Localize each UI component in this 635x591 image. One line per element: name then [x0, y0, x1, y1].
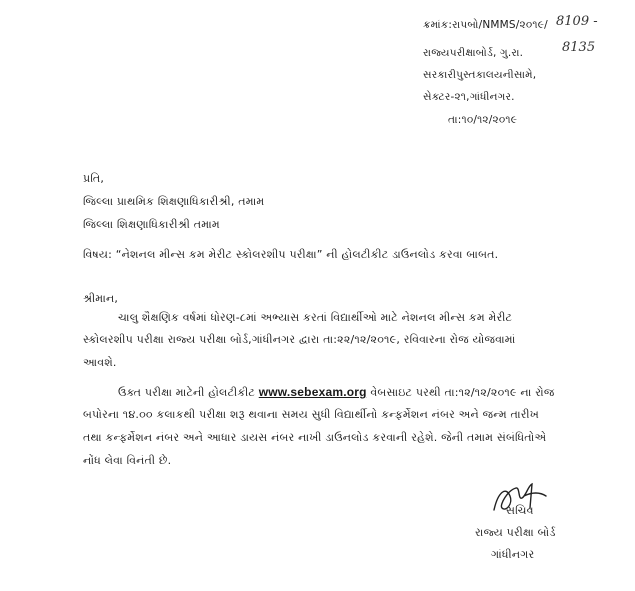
letter-date: તા:૧૦/૧૨/૨૦૧૯ — [448, 114, 518, 126]
para1-line2: સ્કોલરશીપ પરીક્ષા રાજ્ય પરીક્ષા બોર્ડ,ગાંધીનગર દ્વારા તા:૨૨/૧૨/૨૦૧૯, રવિવારના રોજ યોજવામાં — [83, 333, 516, 346]
para2-line1 — [118, 385, 554, 400]
para2-line1-pre: ઉક્ત પરીક્ષા માટેની હોલટીકીટ — [118, 386, 259, 399]
website-link[interactable]: www.sebexam.org — [258, 385, 367, 399]
recipient-line2: જિલ્લા શિક્ષણાધિકારીશ્રી તમામ — [83, 218, 220, 231]
para2-line4: નોંધ લેવા વિનંતી છે. — [83, 454, 172, 467]
para2-line2: બપોરના ૧૪.૦૦ કલાકથી પરીક્ષા શરૂ થવાના સમય સુધી વિદ્યાર્થીનો કન્ફર્મેશન નંબર અને જન્મ તારીખ — [83, 408, 540, 421]
office-address-line2: સરકારીપુસ્તકાલયનીસામે, — [423, 69, 537, 81]
handwritten-ref-1: 8109 - — [556, 14, 598, 29]
salutation: શ્રીમાન, — [83, 292, 119, 305]
para1-line3: આવશે. — [83, 356, 117, 369]
recipient-line1: જિલ્લા પ્રાથમિક શિક્ષણાધિકારીશ્રી, તમામ — [83, 195, 265, 208]
handwritten-ref-2: 8135 — [562, 40, 596, 55]
para2-line3: તથા કન્ફર્મેશન નંબર અને આધાર ડાયસ નંબર નાખી ડાઉનલોડ કરવાની રહેશે. જેની તમામ સંબંધિતોએ — [83, 431, 547, 444]
recipient-prati: પ્રતિ, — [83, 172, 105, 185]
subject-line: વિષય: “નેશનલ મીન્સ કમ મેરીટ સ્કોલરશીપ પરીક્ષા” ની હોલટીકીટ ડાઉનલોડ કરવા બાબત. — [83, 248, 499, 261]
para1-line1: ચાલુ શૈક્ષણિક વર્ષમાં ધોરણ-૮માં અભ્યાસ કરતાં વિદ્યાર્થીઓ માટે નેશનલ મીન્સ કમ મેરીટ — [118, 311, 513, 324]
signoff-org: રાજ્ય પરીક્ષા બોર્ડ — [475, 526, 556, 539]
office-address-line1: રાજ્યપરીક્ષાબોર્ડ, ગુ.રા. — [423, 47, 524, 59]
signoff-city: ગાંધીનગર — [491, 548, 535, 561]
signoff-title: સચિવ — [506, 504, 534, 517]
office-address-line3: સેક્ટર-૨૧,ગાંધીનગર. — [423, 91, 515, 103]
para2-line1-post: વેબસાઇટ પરથી તા:૧૨/૧૨/૨૦૧૯ ના રોજ — [366, 386, 555, 399]
reference-number: ક્રમાંક:રાપબો/NMMS/૨૦૧૯/ — [423, 19, 548, 31]
